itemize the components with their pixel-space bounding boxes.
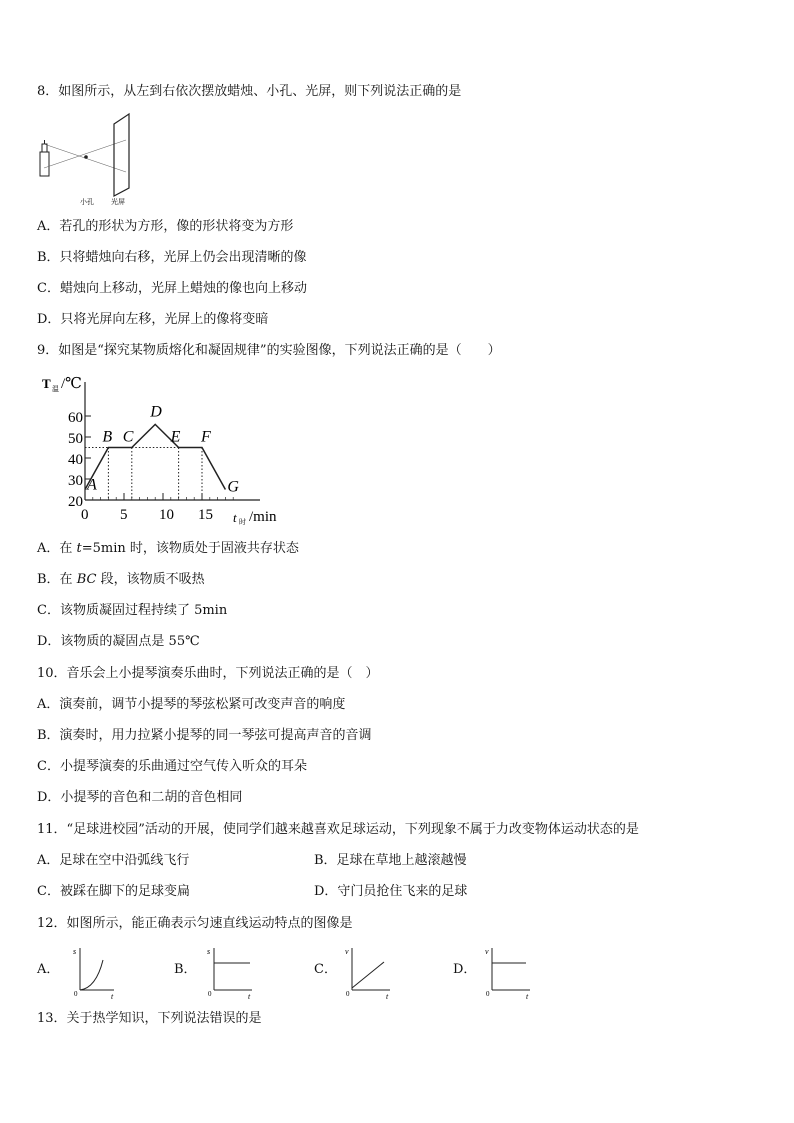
q9-option-b <box>37 571 205 589</box>
chart-point-label: D <box>150 403 162 421</box>
q9-option-d: D．该物质的凝固点是 55℃ <box>37 634 200 649</box>
chart-y-tick-label: 60 <box>68 410 83 426</box>
q11-option-b: B．足球在草地上越滚越慢 <box>314 853 467 868</box>
light-screen-icon <box>114 114 129 196</box>
chart-ylabel-main: T <box>42 376 51 391</box>
chart-y-tick-label: 50 <box>68 431 83 447</box>
chart-point-label: A <box>87 476 97 494</box>
q9-stem: 9．如图是“探究某物质熔化和凝固规律”的实验图像，下列说法正确的是（ ） <box>37 343 501 358</box>
q9-option-b-prefix: B．在 <box>37 572 77 587</box>
q11-stem: 11．“足球进校园”活动的开展，使同学们越来越喜欢足球运动，下列现象不属于力改变物体运动状态的是 <box>37 822 639 837</box>
origin-label: 0 <box>486 990 490 998</box>
axis-label-x: t <box>386 992 389 1000</box>
q10-option-d: D．小提琴的音色和二胡的音色相同 <box>37 790 243 805</box>
q8-stem: 8．如图所示，从左到右依次摆放蜡烛、小孔、光屏，则下列说法正确的是 <box>37 84 462 99</box>
q10-option-b: B．演奏时，用力拉紧小提琴的同一琴弦可提高声音的音调 <box>37 728 372 743</box>
q11-option-d: D．守门员抢住飞来的足球 <box>314 884 468 899</box>
origin-label: 0 <box>208 990 212 998</box>
q12-graph-a <box>70 944 120 1000</box>
q12-graph-d <box>482 944 538 1000</box>
q11-option-a: A．足球在空中沿弧线飞行 <box>37 853 190 868</box>
chart-point-label: C <box>122 428 134 446</box>
curve-line <box>80 960 103 990</box>
axis-label-y: v <box>485 947 489 956</box>
chart-ylabel-unit: /℃ <box>61 376 82 392</box>
chart-point-label: B <box>102 428 113 446</box>
chart-xlabel-sub: 时 <box>239 518 246 526</box>
q10-stem: 10．音乐会上小提琴演奏乐曲时，下列说法正确的是（ ） <box>37 666 379 681</box>
q12-option-a-letter: A． <box>37 962 60 977</box>
chart-y-tick-label: 20 <box>68 494 83 510</box>
q11-option-c: C．被踩在脚下的足球变扁 <box>37 884 190 899</box>
q12-graph-c <box>342 944 398 1000</box>
q8-option-a: A．若孔的形状为方形，像的形状将变为方形 <box>37 219 294 234</box>
q12-option-d-letter: D． <box>453 962 477 977</box>
q8-option-d: D．只将光屏向左移，光屏上的像将变暗 <box>37 312 269 327</box>
chart-x-tick-label: 15 <box>198 507 213 523</box>
label-hole: 小孔 <box>80 198 94 206</box>
q9-option-a-suffix: =5min 时，该物质处于固液共存状态 <box>81 541 299 556</box>
rising-line <box>352 962 384 988</box>
chart-x-tick-label: 10 <box>159 507 174 523</box>
q13-stem: 13．关于热学知识，下列说法错误的是 <box>37 1011 262 1026</box>
axis-label-x: t <box>248 992 251 1000</box>
pinhole-icon <box>84 155 88 159</box>
q9-option-a-var: t <box>76 541 82 556</box>
q12-option-c-letter: C． <box>314 962 337 977</box>
q9-option-c: C．该物质凝固过程持续了 5min <box>37 603 228 618</box>
chart-xlabel-unit: /min <box>249 509 277 525</box>
q8-option-b: B．只将蜡烛向右移，光屏上仍会出现清晰的像 <box>37 250 307 265</box>
q12-option-b-letter: B． <box>174 962 197 977</box>
chart-x-tick-label: 0 <box>81 507 89 523</box>
q12-graph-b <box>204 944 260 1000</box>
chart-point-label: E <box>170 428 181 446</box>
melting-chart <box>40 370 300 530</box>
q12-stem: 12．如图所示，能正确表示匀速直线运动特点的图像是 <box>37 916 353 931</box>
q9-option-b-var: BC <box>76 572 97 587</box>
q9-option-b-suffix: 段，该物质不吸热 <box>96 572 205 587</box>
origin-label: 0 <box>346 990 350 998</box>
chart-x-tick-label: 5 <box>120 507 128 523</box>
label-screen: 光屏 <box>111 198 125 206</box>
chart-point-label: F <box>201 428 211 446</box>
axis-label-y: v <box>345 947 349 956</box>
pinhole-figure <box>36 110 146 206</box>
origin-label: 0 <box>74 990 78 998</box>
q9-option-a <box>37 540 299 558</box>
chart-y-tick-label: 30 <box>68 473 83 489</box>
q10-option-a: A．演奏前，调节小提琴的琴弦松紧可改变声音的响度 <box>37 697 346 712</box>
axis-label-x: t <box>111 992 114 1000</box>
q9-option-a-prefix: A．在 <box>37 541 77 556</box>
q8-option-c: C．蜡烛向上移动，光屏上蜡烛的像也向上移动 <box>37 281 307 296</box>
axis-label-y: s <box>73 947 77 956</box>
chart-point-label: G <box>227 478 239 496</box>
q10-option-c: C．小提琴演奏的乐曲通过空气传入听众的耳朵 <box>37 759 307 774</box>
chart-y-tick-label: 40 <box>68 452 83 468</box>
axis-label-y: s <box>207 947 211 956</box>
axis-label-x: t <box>526 992 529 1000</box>
chart-xlabel-main: t <box>233 510 237 525</box>
chart-ylabel-sub: 温 <box>52 385 59 393</box>
